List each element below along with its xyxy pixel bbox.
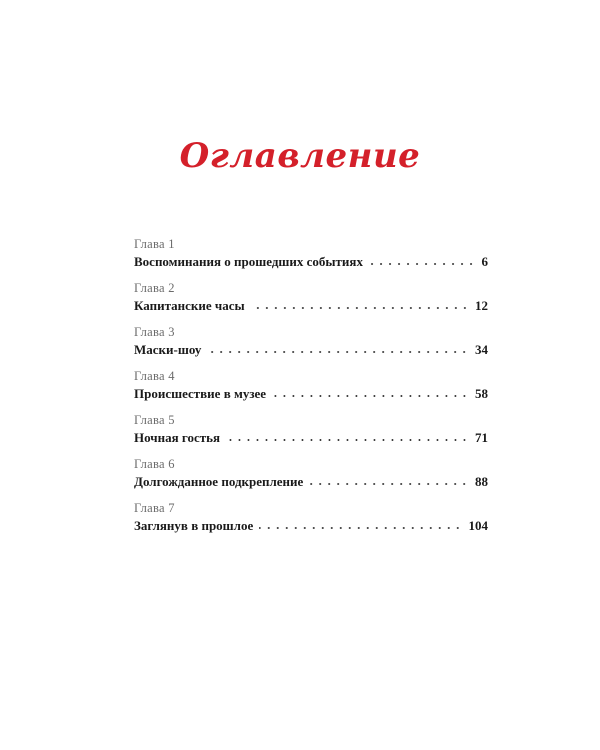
chapter-row [134,253,488,270]
chapter-title: Маски-шоу [134,342,202,357]
dot-leader [369,256,476,268]
chapter-page-number: 71 [475,430,488,445]
dot-leader [226,432,469,444]
chapter-title: Ночная гостья [134,430,221,445]
chapter-page-number: 104 [468,518,488,533]
chapter-label: Глава 4 [134,369,175,383]
dot-leader [207,344,469,356]
toc-entry-6 [134,456,488,500]
toc-list [134,236,488,544]
chapter-row [134,473,488,490]
toc-title: Оглавление [179,136,421,176]
chapter-title: Долгожданное подкрепление [134,474,304,489]
toc-entry-7 [134,500,488,544]
dot-leader [309,476,469,488]
chapter-page-number: 58 [475,386,488,401]
chapter-label: Глава 1 [134,237,175,251]
chapter-page-number: 12 [475,298,488,313]
dot-leader [272,388,469,400]
toc-entry-1 [134,236,488,280]
toc-entry-3 [134,324,488,368]
chapter-title: Воспоминания о прошедших событиях [134,254,363,269]
chapter-label: Глава 6 [134,457,175,471]
chapter-label: Глава 3 [134,325,175,339]
chapter-title: Происшествие в музее [134,386,267,401]
chapter-row [134,517,488,534]
chapter-label: Глава 2 [134,281,175,295]
dot-leader [251,300,469,312]
chapter-row [134,429,488,446]
chapter-page-number: 88 [475,474,488,489]
chapter-row [134,341,488,358]
toc-entry-4 [134,368,488,412]
chapter-label: Глава 5 [134,413,175,427]
dot-leader [259,520,462,532]
chapter-title: Заглянув в прошлое [134,518,254,533]
chapter-label: Глава 7 [134,501,175,515]
chapter-page-number: 6 [481,254,488,269]
chapter-row [134,297,488,314]
chapter-page-number: 34 [475,342,488,357]
toc-entry-5 [134,412,488,456]
chapter-title: Капитанские часы [134,298,245,313]
chapter-row [134,385,488,402]
toc-entry-2 [134,280,488,324]
